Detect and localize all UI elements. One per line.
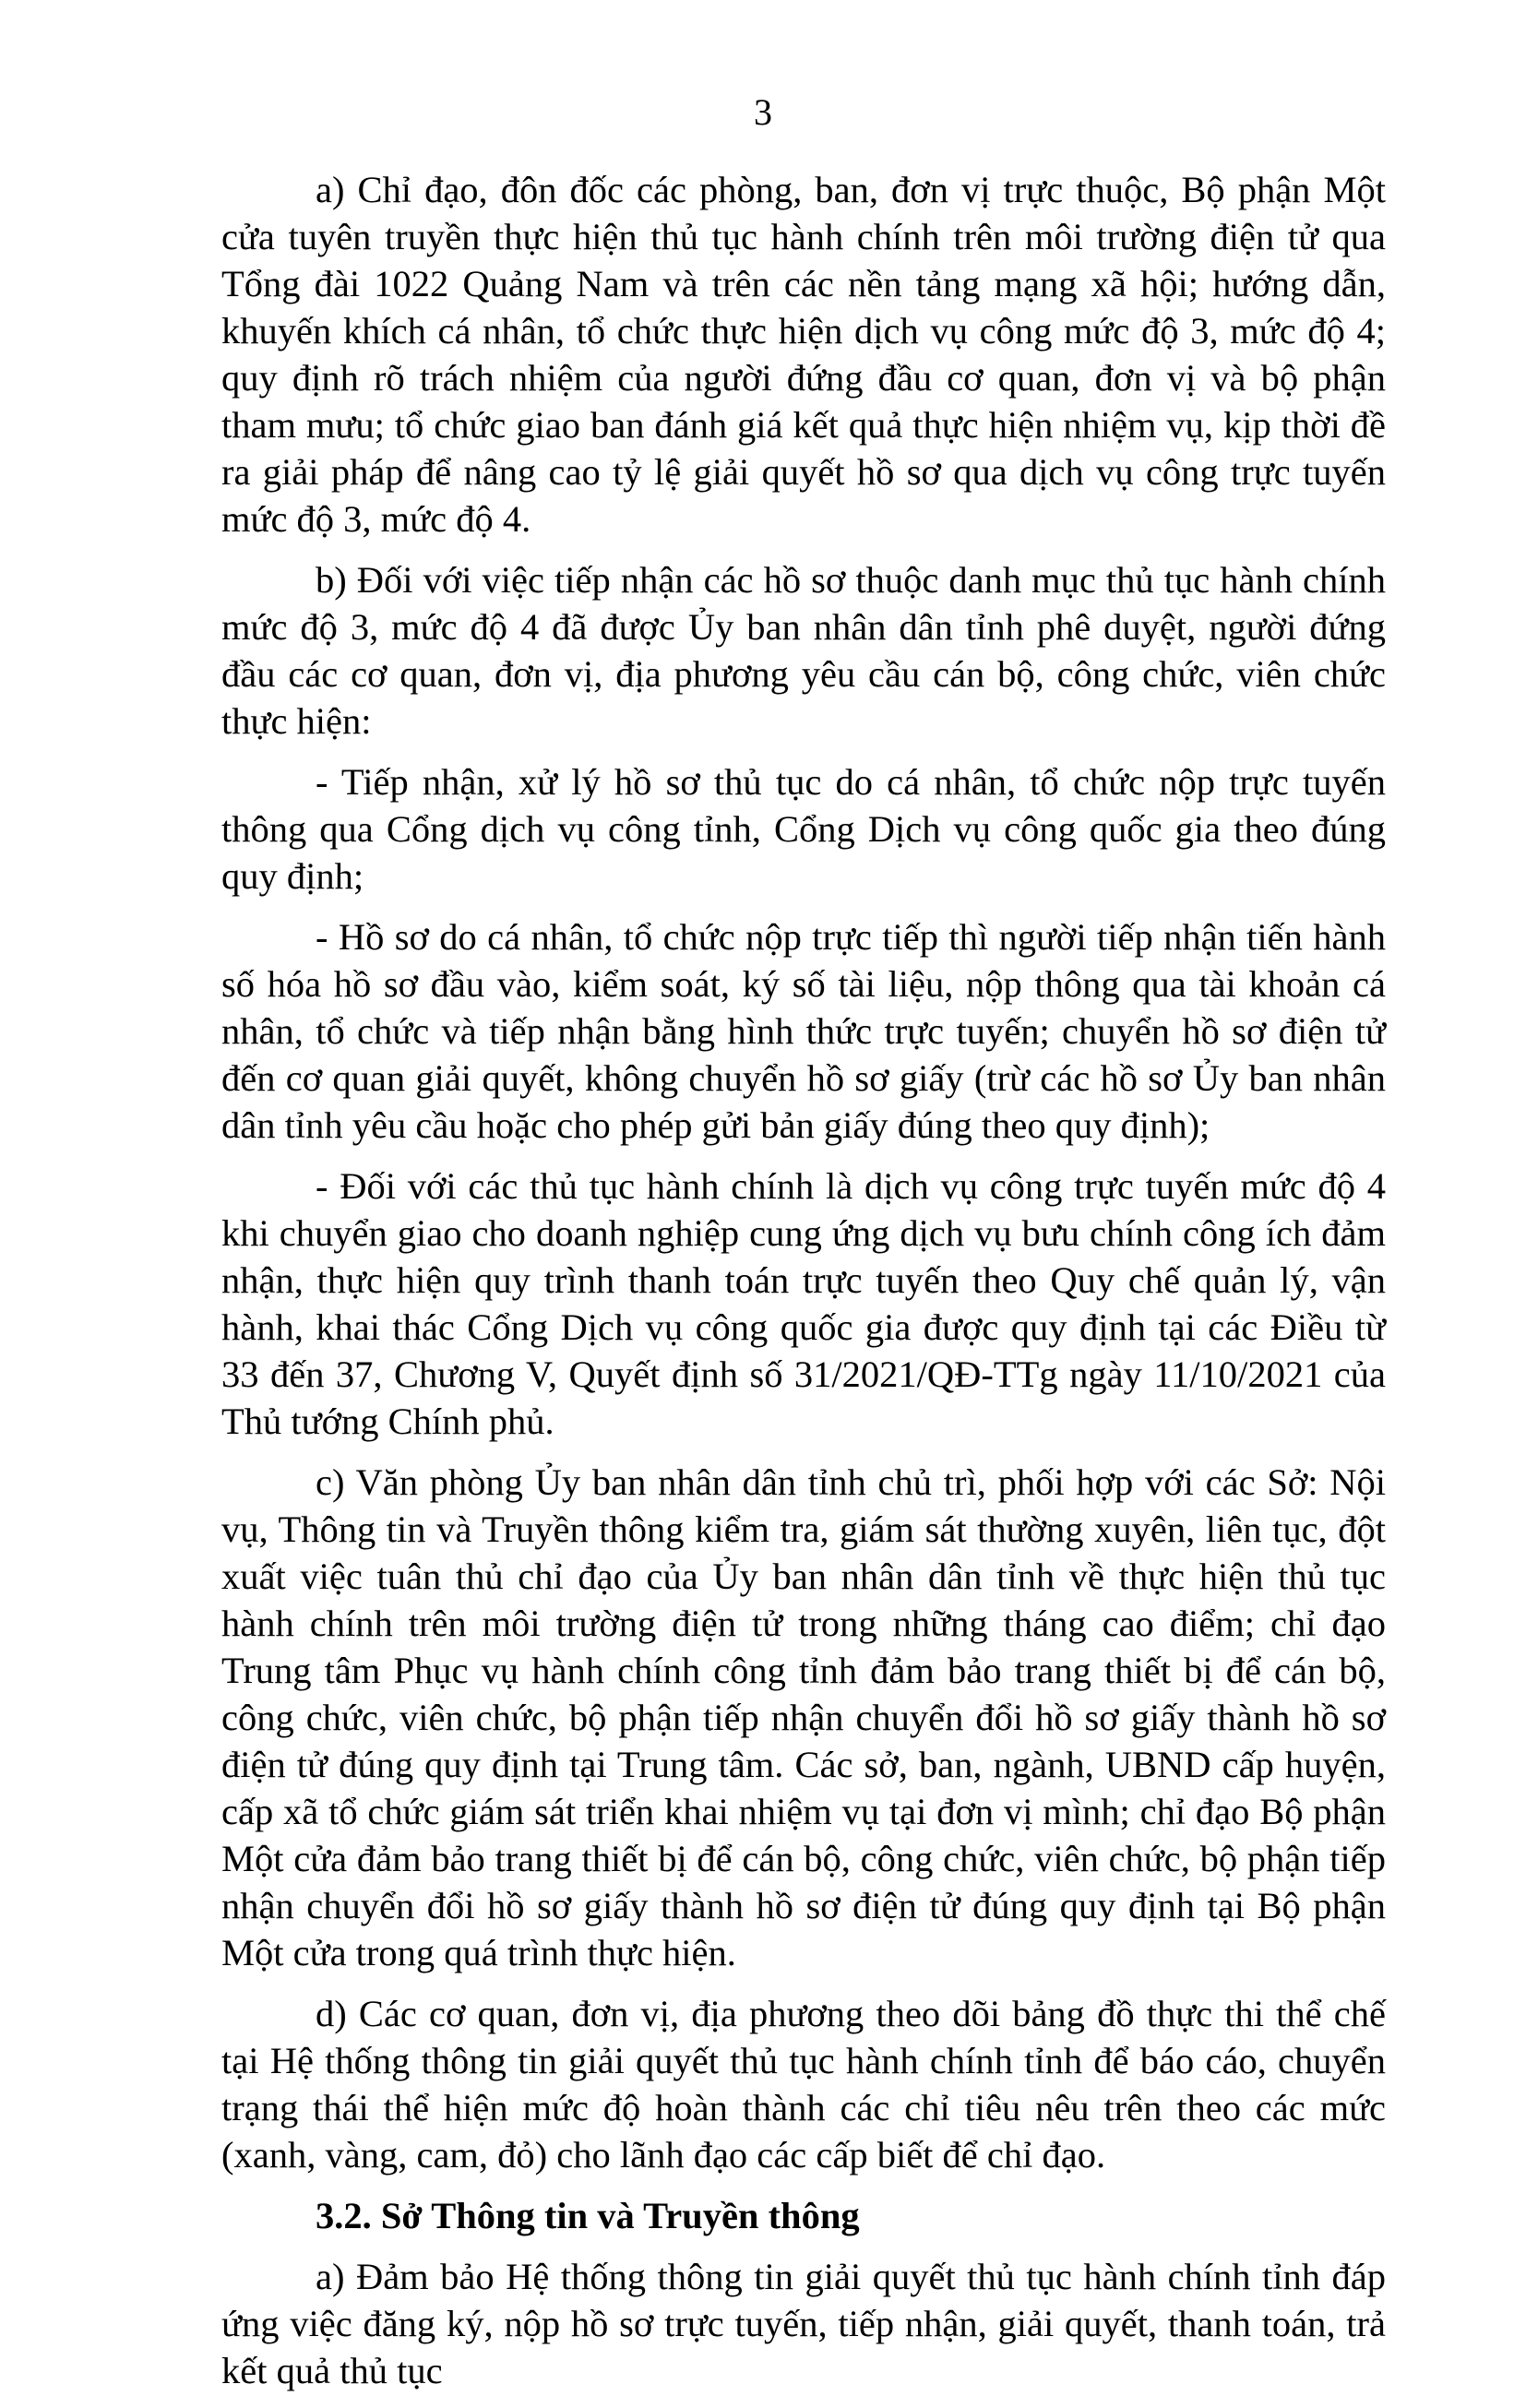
bullet-item-3: - Đối với các thủ tục hành chính là dịch vụ công trực tuyến mức độ 4 khi chuyển giao cho doanh nghiệp cung ứng dịch vụ bưu chính công ích đảm nhận, thực hiện quy trình thanh toán trực tuyến theo Quy chế quản lý, vận hành, khai thác Cổng Dịch vụ công quốc gia được quy định tại các Điều từ 33 đến 37, Chương V, Quyết định số 31/2021/QĐ-TTg ngày 11/10/2021 của Thủ tướng Chính phủ. (221, 1165, 1386, 1442)
paragraph-c: c) Văn phòng Ủy ban nhân dân tỉnh chủ trì, phối hợp với các Sở: Nội vụ, Thông tin và Truyền thông kiểm tra, giám sát thường xuyên, liên tục, đột xuất việc tuân thủ chỉ đạo của Ủy ban nhân dân tỉnh về thực hiện thủ tục hành chính trên môi trường điện tử trong những tháng cao điểm; chỉ đạo Trung tâm Phục vụ hành chính công tỉnh đảm bảo trang thiết bị để cán bộ, công chức, viên chức, bộ phận tiếp nhận chuyển đổi hồ sơ giấy thành hồ sơ điện tử đúng quy định tại Trung tâm. Các sở, ban, ngành, UBND cấp huyện, cấp xã tổ chức giám sát triển khai nhiệm vụ tại đơn vị mình; chỉ đạo Bộ phận Một cửa đảm bảo trang thiết bị để cán bộ, công chức, viên chức, bộ phận tiếp nhận chuyển đổi hồ sơ giấy thành hồ sơ điện tử đúng quy định tại Bộ phận Một cửa trong quá trình thực hiện. (221, 1461, 1386, 1973)
section-paragraph-a: a) Đảm bảo Hệ thống thông tin giải quyết thủ tục hành chính tỉnh đáp ứng việc đăng ký, nộp hồ sơ trực tuyến, tiếp nhận, giải quyết, thanh toán, trả kết quả thủ tục (221, 2256, 1386, 2391)
bullet-item-1: - Tiếp nhận, xử lý hồ sơ thủ tục do cá nhân, tổ chức nộp trực tuyến thông qua Cổng dịch vụ công tỉnh, Cổng Dịch vụ công quốc gia theo đúng quy định; (221, 761, 1386, 897)
bullet-item-2: - Hồ sơ do cá nhân, tổ chức nộp trực tiếp thì người tiếp nhận tiến hành số hóa hồ sơ đầu vào, kiểm soát, ký số tài liệu, nộp thông qua tài khoản cá nhân, tổ chức và tiếp nhận bằng hình thức trực tuyến; chuyển hồ sơ điện tử đến cơ quan giải quyết, không chuyển hồ sơ giấy (trừ các hồ sơ Ủy ban nhân dân tỉnh yêu cầu hoặc cho phép gửi bản giấy đúng theo quy định); (221, 916, 1386, 1146)
paragraph-b: b) Đối với việc tiếp nhận các hồ sơ thuộc danh mục thủ tục hành chính mức độ 3, mức độ 4 đã được Ủy ban nhân dân tỉnh phê duyệt, người đứng đầu các cơ quan, đơn vị, địa phương yêu cầu cán bộ, công chức, viên chức thực hiện: (221, 559, 1386, 742)
paragraph-a: a) Chỉ đạo, đôn đốc các phòng, ban, đơn vị trực thuộc, Bộ phận Một cửa tuyên truyền thực hiện thủ tục hành chính trên môi trường điện tử qua Tổng đài 1022 Quảng Nam và trên các nền tảng mạng xã hội; hướng dẫn, khuyến khích cá nhân, tổ chức thực hiện dịch vụ công mức độ 3, mức độ 4; quy định rõ trách nhiệm của người đứng đầu cơ quan, đơn vị và bộ phận tham mưu; tổ chức giao ban đánh giá kết quả thực hiện nhiệm vụ, kịp thời đề ra giải pháp để nâng cao tỷ lệ giải quyết hồ sơ qua dịch vụ công trực tuyến mức độ 3, mức độ 4. (221, 169, 1386, 540)
section-heading: 3.2. Sở Thông tin và Truyền thông (316, 2195, 860, 2236)
page-number: 3 (754, 91, 772, 133)
paragraph-d: d) Các cơ quan, đơn vị, địa phương theo dõi bảng đồ thực thi thể chế tại Hệ thống thông tin giải quyết thủ tục hành chính tỉnh để báo cáo, chuyển trạng thái thể hiện mức độ hoàn thành các chỉ tiêu nêu trên theo các mức (xanh, vàng, cam, đỏ) cho lãnh đạo các cấp biết để chỉ đạo. (221, 1993, 1386, 2176)
document-body (221, 166, 1386, 2408)
